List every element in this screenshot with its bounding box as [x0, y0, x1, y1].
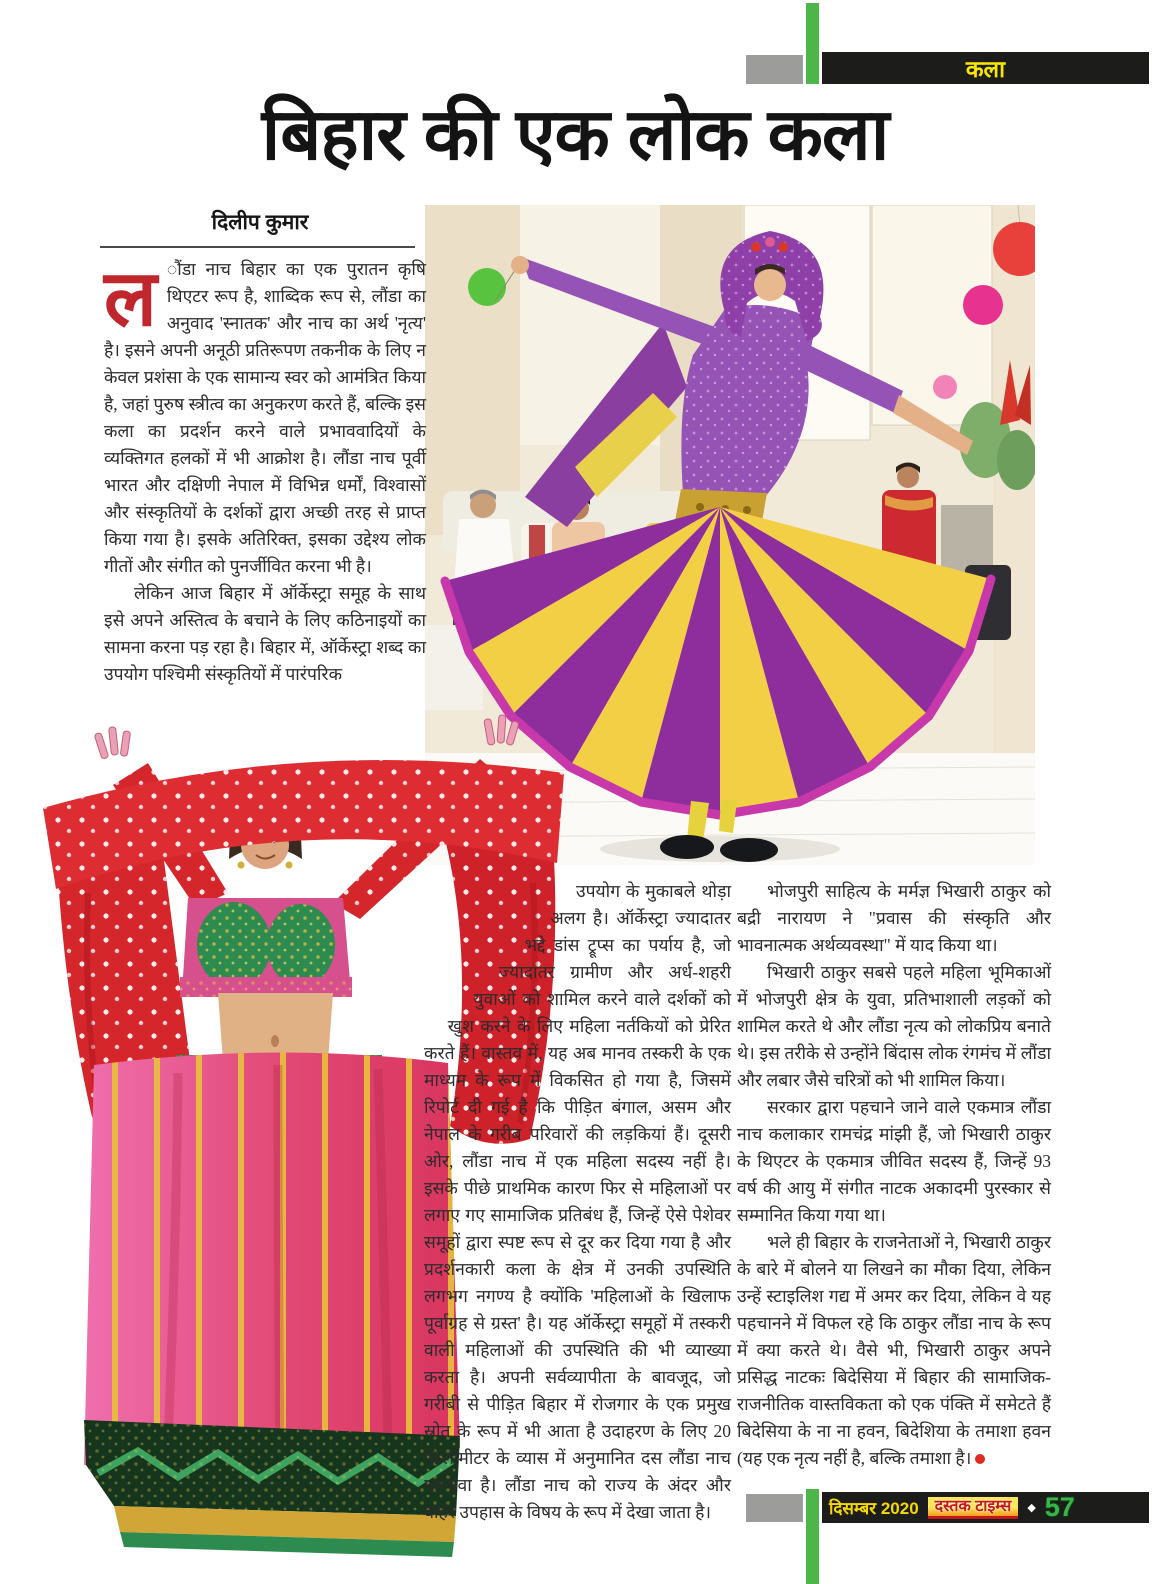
paragraph: सरकार द्वारा पहचाने जाने वाले एकमात्र लौंडा नाच कलाकार रामचंद्र मांझी हैं, जो भिखारी ठाकुर के थिएटर के एकमात्र जीवित सदस्य हैं, जिन्हें 93 वर्ष की आयु में संगीत नाटक अकादमी पुरस्कार से सम्मानित किया गया था। [737, 1097, 1051, 1225]
header-green-bar [806, 3, 819, 84]
closing-text: भले ही बिहार के राजनेताओं ने, भिखारी ठाकुर के बारे में बोलने या लिखने का मौका दिया, लेकिन उन्हें स्टाइलिश गद्य में अमर कर दिया, लेकिन वे यह पहचानने में विफल रहे कि ठाकुर लौंडा नाच के रूप में क्या करते थे। वैसे भी, भिखारी ठाकुर अपने प्रसिद्ध नाटकः बिदेसिया में बिहार की सामाजिक-राजनीतिक वास्तविकता को एक पंक्ति में समेटते हैं बिदेसिया के ना ना हवन, बिदेशिया के तमाशा हवन (यह एक नृत्य नहीं है, बल्कि तमाशा है। [737, 1232, 1051, 1468]
magazine-logo: दस्तक टाइम्स [928, 1497, 1019, 1519]
paragraph: भिखारी ठाकुर सबसे पहले महिला भूमिकाओं में भोजपुरी क्षेत्र के युवा, प्रतिभाशाली लड़कों को शामिल करते थे और लौंडा नृत्य को लोकप्रिय बनाते थे। इस तरीके से उन्होंने बिंदास लोक रंगमंच में लौंडा और लबार जैसे चरित्रों को भी शामिल किया। [737, 962, 1051, 1090]
diamond-separator-icon: ◆ [1027, 1502, 1036, 1514]
lead-text: ौंडा नाच बिहार का एक पुरातन कृषि थिएटर रूप है, शाब्दिक रूप से, लौंडा का अनुवाद 'स्नातक' और नाच का अर्थ 'नृत्य' है। इसने अपनी अनूठी प्रतिरूपण तकनीक के लिए न केवल प्रशंसा के एक सामान्य स्वर को आमंत्रित किया है, जहां पुरुष स्त्रीत्व का अनुकरण करते हैं, बल्कि इस कला का प्रदर्शन करने वाले प्रभाववादियों के व्यक्तिगत हलकों में भी आक्रोश है। लौंडा नाच पूर्वी भारत और दक्षिणी नेपाल में विभिन्न धर्मों, विश्वासों और संस्कृतियों के दर्शकों द्वारा अच्छी तरह से प्राप्त किया गया है। इसके अतिरिक्त, इसका उद्देश्य लोक गीतों और संगीत को पुनर्जीवित करना भी है। [104, 259, 426, 576]
footer-bar [822, 1492, 1149, 1523]
article-end-mark [975, 1454, 985, 1464]
header-grey-box [746, 55, 803, 84]
footer-grey-box [746, 1494, 803, 1522]
closing-paragraph [737, 1229, 1051, 1472]
category-label: कला [965, 56, 1006, 82]
paragraph: उपयोग के मुकाबले थोड़ा अलग है। ऑर्केस्ट्रा ज्यादातर भद्दे डांस ट्रूप्स का पर्याय है, जो ज्यादातर ग्रामीण और अर्ध-शहरी युवाओं को शामिल करने वाले दर्शकों को खुश करने के लिए महिला नर्तकियों को प्रेरित करते हैं। वास्तव में, यह अब मानव तस्करी के एक माध्यम के रूप में विकसित हो गया है, जिसमें रिपोर्ट दी गई है कि पीड़ित बंगाल, असम और नेपाल के गरीब परिवारों की लड़कियां हैं। दूसरी ओर, लौंडा नाच में एक महिला सदस्य नहीं है। इसके पीछे प्राथमिक कारण फिर से महिलाओं पर लगाए गए सामाजिक प्रतिबंध हैं, जिन्हें ऐसे पेशेवर समूहों द्वारा स्पष्ट रूप से दूर कर दिया गया है और प्रदर्शनकारी कला के क्षेत्र में उनकी उपस्थिति लगभग नगण्य है क्योंकि 'महिलाओं के खिलाफ पूर्वाग्रह से ग्रस्त' है। यह ऑर्केस्ट्रा समूहों में तस्करी वाली महिलाओं की उपस्थिति की भी व्याख्या करता है। अपनी सर्वव्यापीता के बावजूद, जो गरीबी से पीड़ित बिहार में रोजगार के एक प्रमुख स्रोत के रूप में भी आता है उदाहरण के लिए 20 किलोमीटर के व्यास में अनुमानित दस लौंडा नाच पहनावा है। लौंडा नाच को राज्य के अंदर और बाहर उपहास के विषय के रूप में देखा जाता है। [424, 881, 731, 1522]
category-bar [822, 52, 1149, 84]
lead-paragraph [104, 256, 426, 580]
page-number: 57 [1044, 1492, 1075, 1522]
paragraph: भोजपुरी साहित्य के मर्मज्ञ भिखारी ठाकुर को बद्री नारायण ने "प्रवास की संस्कृति और भावनात्मक अर्थव्यवस्था" में याद किया था। [737, 881, 1051, 955]
byline-rule [100, 246, 415, 248]
footer-green-bar [806, 1489, 819, 1584]
column-right [737, 878, 1051, 1472]
page-title: बिहार की एक लोक कला [261, 95, 889, 175]
dropcap: ल [104, 254, 157, 342]
paragraph: लेकिन आज बिहार में ऑर्केस्ट्रा समूह के साथ इसे अपने अस्तित्व के बचाने के लिए कठिनाइयों का सामना करना पड़ रहा है। बिहार में, ऑर्केस्ट्रा शब्द का उपयोग पश्चिमी संस्कृतियों में पारंपरिक [104, 583, 426, 684]
byline: दिलीप कुमार [211, 211, 309, 234]
column-left [104, 256, 426, 708]
column-middle [424, 878, 731, 1526]
footer-date: दिसम्बर 2020 [829, 1499, 919, 1518]
